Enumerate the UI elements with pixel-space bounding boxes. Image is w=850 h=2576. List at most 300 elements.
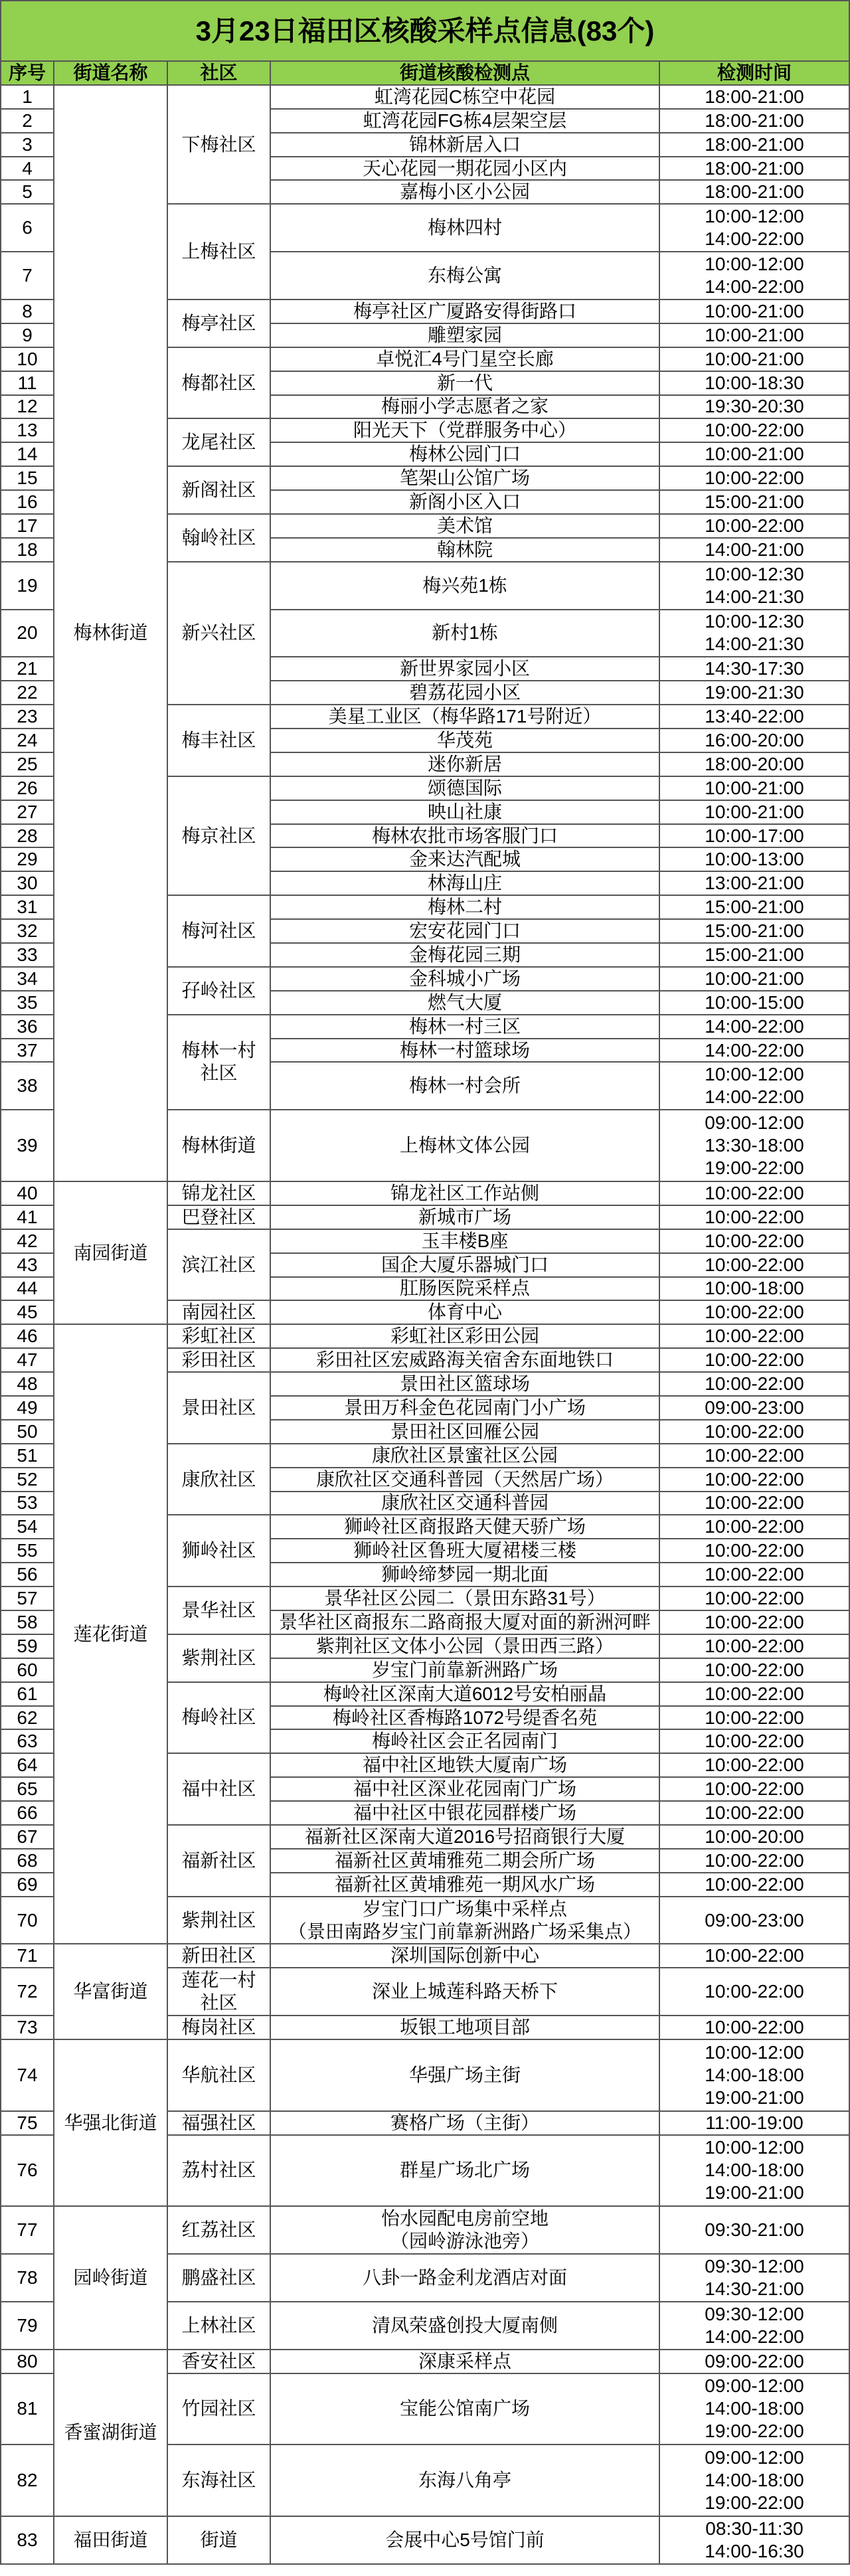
testing-site-line: 映山社康 — [427, 801, 502, 822]
header-label: 检测时间 — [717, 62, 792, 83]
time-slot: 10:00-22:00 — [705, 1588, 804, 1609]
time-slot: 10:00-22:00 — [705, 1540, 804, 1561]
serial-number: 58 — [17, 1611, 38, 1632]
testing-time-cell — [660, 2302, 850, 2350]
community-name: 梅京社区 — [181, 825, 256, 846]
community-name: 新田社区 — [181, 1945, 256, 1966]
community-name-cell — [168, 348, 271, 420]
serial-number: 7 — [22, 265, 33, 286]
testing-site-cell — [271, 1849, 660, 1873]
serial-number: 33 — [17, 944, 38, 965]
time-slot: 10:00-22:00 — [705, 1420, 804, 1442]
testing-time-cell — [660, 1420, 850, 1444]
serial-number: 40 — [17, 1182, 38, 1203]
testing-site-line: 福新社区黄埔雅苑二期会所广场 — [334, 1849, 595, 1871]
community-name: 巴登社区 — [181, 1206, 256, 1227]
serial-number: 27 — [17, 801, 38, 822]
serial-number-cell — [1, 872, 54, 896]
testing-site-line: 梅林四村 — [427, 217, 502, 238]
testing-site-cell — [271, 2112, 660, 2136]
serial-number: 73 — [17, 2017, 38, 2038]
serial-number-cell — [1, 2040, 54, 2112]
testing-site-line: 燃气大厦 — [427, 991, 502, 1013]
testing-site-line: 金梅花园三期 — [408, 944, 521, 965]
testing-site-line: 虹湾花园C栋空中花园 — [374, 86, 556, 107]
community-name-cell — [168, 1444, 271, 1516]
testing-time-cell — [660, 1778, 850, 1802]
serial-number: 45 — [17, 1302, 38, 1323]
testing-site-cell — [271, 2136, 660, 2207]
community-name: 下梅社区 — [181, 133, 256, 155]
testing-site-line: 康欣社区交通科普园 — [381, 1492, 549, 1513]
serial-number-cell — [1, 562, 54, 610]
testing-site-cell — [271, 181, 660, 205]
testing-site-cell — [271, 1515, 660, 1539]
serial-number-cell — [1, 1611, 54, 1635]
testing-site-line: 会展中心5号馆门前 — [385, 2529, 545, 2550]
testing-time-cell — [660, 157, 850, 181]
serial-number-cell — [1, 825, 54, 849]
testing-site-line: 福中社区深业花园南门广场 — [353, 1778, 576, 1800]
header-serial-number — [1, 62, 54, 86]
time-slot: 10:00-12:00 — [705, 1064, 804, 1085]
testing-site-cell — [271, 2517, 660, 2565]
testing-time-cell — [660, 1635, 850, 1659]
community-name-cell — [168, 1754, 271, 1826]
testing-site-cell — [271, 1587, 660, 1611]
testing-time-cell — [660, 991, 850, 1015]
testing-site-cell — [271, 1373, 660, 1397]
serial-number: 41 — [17, 1206, 38, 1227]
time-slot: 10:00-22:00 — [705, 1731, 804, 1752]
testing-time-cell — [660, 896, 850, 920]
serial-number: 32 — [17, 920, 38, 942]
serial-number-cell — [1, 2350, 54, 2374]
testing-time-cell — [660, 1730, 850, 1754]
serial-number-cell — [1, 2517, 54, 2565]
community-name: 新阁社区 — [181, 479, 256, 501]
serial-number: 10 — [17, 348, 38, 369]
testing-site-cell — [271, 825, 660, 849]
time-slot: 09:00-12:00 — [705, 2447, 804, 2468]
time-slot: 18:00-21:00 — [705, 86, 804, 107]
time-slot: 10:00-22:00 — [705, 1849, 804, 1871]
testing-site-cell — [271, 1707, 660, 1731]
serial-number-cell — [1, 896, 54, 920]
testing-site-cell — [271, 2302, 660, 2350]
testing-time-cell — [660, 562, 850, 610]
serial-number: 62 — [17, 1707, 38, 1728]
serial-number: 59 — [17, 1635, 38, 1656]
street-name-cell — [54, 1325, 168, 1944]
community-name-cell — [168, 1587, 271, 1635]
testing-site-line: 岁宝门口广场集中采样点 — [362, 1898, 567, 1919]
testing-site-line: 梅林公园门口 — [408, 444, 521, 465]
testing-site-cell — [271, 1683, 660, 1707]
community-name: 梅丰社区 — [181, 729, 256, 750]
community-name: 福新社区 — [181, 1849, 256, 1871]
time-slot: 09:30-12:00 — [705, 2256, 804, 2276]
street-name-cell — [54, 86, 168, 1182]
testing-site-line: 梅兴苑1栋 — [422, 574, 507, 596]
testing-site-line: 梅岭社区深南大道6012号安柏丽晶 — [323, 1683, 607, 1704]
serial-number-cell — [1, 1587, 54, 1611]
testing-time-cell — [660, 86, 850, 110]
time-slot: 19:00-21:00 — [705, 2182, 804, 2203]
serial-number: 17 — [17, 515, 38, 536]
serial-number-cell — [1, 396, 54, 420]
testing-time-cell — [660, 825, 850, 849]
serial-number: 65 — [17, 1778, 38, 1800]
time-slot: 14:00-21:30 — [705, 586, 804, 607]
serial-number: 56 — [17, 1564, 38, 1585]
serial-number-cell — [1, 1802, 54, 1826]
serial-number: 19 — [17, 574, 38, 596]
testing-time-cell — [660, 1492, 850, 1516]
serial-number: 8 — [22, 300, 33, 321]
serial-number-cell — [1, 1015, 54, 1039]
serial-number-cell — [1, 86, 54, 110]
testing-site-line: 狮岭社区商报路天健天骄广场 — [343, 1516, 586, 1537]
time-slot: 10:00-17:00 — [705, 825, 804, 846]
street-name: 梅林街道 — [73, 622, 148, 644]
time-slot: 18:00-20:00 — [705, 753, 804, 774]
serial-number: 48 — [17, 1373, 38, 1395]
testing-site-cell — [271, 777, 660, 801]
testing-site-cell — [271, 1230, 660, 1254]
testing-time-cell — [660, 443, 850, 467]
time-slot: 10:00-12:00 — [705, 254, 804, 275]
testing-site-cell — [271, 2016, 660, 2040]
community-name-cell — [168, 2517, 271, 2565]
testing-time-cell — [660, 1802, 850, 1826]
community-name: 滨江社区 — [181, 1254, 256, 1275]
testing-site-line: 雕塑家园 — [427, 324, 502, 345]
community-name-cell — [168, 2136, 271, 2207]
community-name-cell — [168, 562, 271, 705]
testing-site-cell — [271, 896, 660, 920]
time-slot: 10:00-22:00 — [705, 2017, 804, 2038]
time-slot: 10:00-12:00 — [705, 206, 804, 227]
community-name-cell — [168, 896, 271, 968]
community-name-cell — [168, 1944, 271, 1968]
testing-site-cell — [271, 729, 660, 753]
testing-site-cell — [271, 681, 660, 705]
community-name-cell — [168, 2016, 271, 2040]
testing-time-cell — [660, 1110, 850, 1182]
serial-number-cell — [1, 1635, 54, 1659]
testing-time-cell — [660, 2374, 850, 2446]
time-slot: 10:00-22:00 — [705, 1444, 804, 1466]
time-slot: 10:00-22:00 — [705, 1659, 804, 1680]
serial-number: 55 — [17, 1540, 38, 1561]
testing-site-cell — [271, 252, 660, 300]
community-name: 梅岗社区 — [181, 2017, 256, 2038]
serial-number-cell — [1, 1039, 54, 1063]
time-slot: 10:00-22:00 — [705, 1945, 804, 1966]
testing-time-cell — [660, 2016, 850, 2040]
serial-number-cell — [1, 610, 54, 658]
serial-number: 5 — [22, 181, 33, 203]
time-slot: 19:30-20:30 — [705, 396, 804, 417]
community-name-cell — [168, 2207, 271, 2255]
testing-site-line: 肛肠医院采样点 — [399, 1278, 530, 1299]
time-slot: 18:00-21:00 — [705, 133, 804, 155]
serial-number-cell — [1, 991, 54, 1015]
time-slot: 10:00-22:00 — [705, 420, 804, 441]
testing-time-cell — [660, 1659, 850, 1683]
testing-site-line: 锦龙社区工作站侧 — [390, 1182, 539, 1203]
serial-number: 13 — [17, 420, 38, 441]
testing-site-cell — [271, 944, 660, 968]
community-name: 景田社区 — [181, 1397, 256, 1418]
street-name: 华富街道 — [73, 1981, 148, 2002]
serial-number-cell — [1, 1420, 54, 1444]
serial-number-cell — [1, 1278, 54, 1302]
serial-number-cell — [1, 1539, 54, 1563]
time-slot: 14:00-22:00 — [705, 228, 804, 250]
testing-site-line: 金来达汽配城 — [408, 849, 521, 870]
serial-number-cell — [1, 1849, 54, 1873]
time-slot: 10:00-18:30 — [705, 372, 804, 393]
testing-site-line: 清凤荣盛创投大厦南侧 — [371, 2314, 558, 2336]
serial-number: 76 — [17, 2160, 38, 2181]
serial-number-cell — [1, 1325, 54, 1349]
testing-time-cell — [660, 110, 850, 133]
serial-number: 22 — [17, 682, 38, 703]
serial-number-cell — [1, 944, 54, 968]
testing-site-cell — [271, 920, 660, 944]
time-slot: 10:00-22:00 — [705, 1492, 804, 1513]
serial-number: 66 — [17, 1802, 38, 1824]
serial-number-cell — [1, 1444, 54, 1468]
testing-time-cell — [660, 1325, 850, 1349]
serial-number-cell — [1, 515, 54, 539]
testing-time-cell — [660, 515, 850, 539]
header-label: 街道核酸检测点 — [399, 62, 530, 83]
serial-number-cell — [1, 539, 54, 562]
time-slot: 14:00-21:00 — [705, 539, 804, 560]
community-name-cell — [168, 2302, 271, 2350]
testing-time-cell — [660, 324, 850, 348]
header-street — [54, 62, 168, 86]
testing-site-cell — [271, 515, 660, 539]
testing-time-cell — [660, 205, 850, 252]
testing-site-cell — [271, 1539, 660, 1563]
serial-number-cell — [1, 157, 54, 181]
community-name-cell — [168, 467, 271, 515]
serial-number: 23 — [17, 706, 38, 727]
serial-number-cell — [1, 1659, 54, 1683]
community-name: 龙尾社区 — [181, 432, 256, 453]
testing-site-cell — [271, 1110, 660, 1182]
testing-site-cell — [271, 1730, 660, 1754]
testing-site-line: 新世界家园小区 — [399, 658, 530, 679]
time-slot: 10:00-22:00 — [705, 1981, 804, 2002]
testing-site-cell — [271, 1325, 660, 1349]
testing-site-cell — [271, 1802, 660, 1826]
testing-site-line: 梅林二村 — [427, 897, 502, 918]
testing-time-cell — [660, 1349, 850, 1373]
serial-number: 82 — [17, 2470, 38, 2491]
time-slot: 18:00-21:00 — [705, 157, 804, 179]
serial-number-cell — [1, 1683, 54, 1707]
testing-site-cell — [271, 1420, 660, 1444]
testing-site-cell — [271, 1492, 660, 1516]
table-title: 3月23日福田区核酸采样点信息(83个) — [195, 15, 655, 46]
testing-site-cell — [271, 1611, 660, 1635]
community-name-cell — [168, 515, 271, 562]
street-name: 南园街道 — [73, 1242, 148, 1263]
serial-number: 46 — [17, 1326, 38, 1347]
testing-time-cell — [660, 1587, 850, 1611]
serial-number: 3 — [22, 133, 33, 155]
testing-time-cell — [660, 2207, 850, 2255]
testing-site-line: 虹湾花园FG栋4层架空层 — [363, 110, 567, 131]
testing-time-cell — [660, 1444, 850, 1468]
testing-site-cell — [271, 419, 660, 443]
testing-site-line: 宝能公馆南广场 — [399, 2398, 530, 2419]
testing-time-cell — [660, 2112, 850, 2136]
testing-time-cell — [660, 1563, 850, 1587]
time-slot: 10:00-21:00 — [705, 777, 804, 798]
testing-site-cell — [271, 753, 660, 777]
community-name: 莲花一村社区 — [181, 1970, 256, 2014]
time-slot: 10:00-22:00 — [705, 1873, 804, 1895]
serial-number: 14 — [17, 444, 38, 465]
testing-time-cell — [660, 1944, 850, 1968]
community-name: 彩虹社区 — [181, 1326, 256, 1347]
testing-time-cell — [660, 753, 850, 777]
community-name-cell — [168, 2255, 271, 2302]
time-slot: 09:00-23:00 — [705, 1397, 804, 1418]
time-slot: 10:00-18:00 — [705, 1278, 804, 1299]
testing-site-line: 群星广场北广场 — [399, 2160, 530, 2181]
testing-site-cell — [271, 1254, 660, 1278]
testing-site-cell — [271, 1444, 660, 1468]
testing-site-line: 康欣社区交通科普园（天然居广场） — [315, 1468, 614, 1490]
testing-site-cell — [271, 348, 660, 372]
serial-number-cell — [1, 1349, 54, 1373]
community-name: 景华社区 — [181, 1599, 256, 1620]
serial-number: 12 — [17, 396, 38, 417]
street-name: 华强北街道 — [64, 2112, 157, 2133]
community-name: 紫荆社区 — [181, 1647, 256, 1668]
serial-number-cell — [1, 2016, 54, 2040]
testing-site-line: 梅林一村三区 — [408, 1015, 521, 1037]
community-name: 梅亭社区 — [181, 312, 256, 333]
time-slot: 11:00-19:00 — [705, 2112, 804, 2133]
time-slot: 10:00-22:00 — [705, 1778, 804, 1800]
serial-number-cell — [1, 1301, 54, 1325]
testing-time-cell — [660, 657, 850, 681]
time-slot: 10:00-12:00 — [705, 2041, 804, 2063]
testing-time-cell — [660, 1230, 850, 1254]
community-name: 上梅社区 — [181, 241, 256, 262]
testing-site-line: 锦林新居入口 — [408, 133, 521, 155]
testing-site-cell — [271, 2374, 660, 2446]
testing-time-cell — [660, 1397, 850, 1420]
testing-site-line: 狮岭社区鲁班大厦裙楼三楼 — [353, 1540, 576, 1561]
testing-site-line: 狮岭缔梦园一期北面 — [381, 1564, 549, 1585]
serial-number: 71 — [17, 1945, 38, 1966]
serial-number-cell — [1, 443, 54, 467]
time-slot: 18:00-21:00 — [705, 110, 804, 131]
serial-number: 16 — [17, 491, 38, 513]
time-slot: 10:00-12:30 — [705, 563, 804, 584]
time-slot: 10:00-22:00 — [705, 1302, 804, 1323]
testing-site-cell — [271, 610, 660, 658]
testing-time-cell — [660, 1611, 850, 1635]
time-slot: 15:00-21:00 — [705, 944, 804, 965]
serial-number-cell — [1, 681, 54, 705]
serial-number-cell — [1, 1373, 54, 1397]
serial-number-cell — [1, 205, 54, 252]
community-name-cell — [168, 1683, 271, 1755]
community-name-cell — [168, 86, 271, 205]
testing-time-cell — [660, 1707, 850, 1731]
testing-time-cell — [660, 1683, 850, 1707]
serial-number-cell — [1, 920, 54, 944]
testing-site-cell — [271, 1206, 660, 1230]
testing-site-line: 梅岭社区会正名园南门 — [371, 1731, 558, 1752]
testing-time-cell — [660, 1968, 850, 2016]
time-slot: 14:00-18:00 — [705, 2398, 804, 2419]
time-slot: 10:00-22:00 — [705, 1516, 804, 1537]
serial-number: 24 — [17, 729, 38, 750]
community-name-cell — [168, 1897, 271, 1945]
testing-site-cell — [271, 705, 660, 729]
serial-number: 81 — [17, 2398, 38, 2419]
testing-time-cell — [660, 372, 850, 396]
time-slot: 14:30-17:30 — [705, 658, 804, 679]
serial-number-cell — [1, 1563, 54, 1587]
street-name: 福田街道 — [73, 2529, 148, 2550]
time-slot: 10:00-22:00 — [705, 1683, 804, 1704]
testing-site-cell — [271, 1015, 660, 1039]
community-name-cell — [168, 2040, 271, 2112]
serial-number: 67 — [17, 1826, 38, 1847]
time-slot: 14:00-22:00 — [705, 1015, 804, 1037]
testing-site-line: 新城市广场 — [418, 1206, 511, 1227]
time-slot: 10:00-22:00 — [705, 1564, 804, 1585]
testing-time-cell — [660, 181, 850, 205]
street-name-cell — [54, 1944, 168, 2040]
community-name: 梅都社区 — [181, 372, 256, 393]
testing-site-line: 玉丰楼B座 — [421, 1230, 509, 1251]
testing-time-cell — [660, 610, 850, 658]
time-slot: 10:00-21:00 — [705, 324, 804, 345]
community-name: 紫荆社区 — [181, 1909, 256, 1931]
testing-site-line: 东海八角亭 — [418, 2470, 511, 2491]
serial-number-cell — [1, 1492, 54, 1516]
serial-number-cell — [1, 1944, 54, 1968]
serial-number: 49 — [17, 1397, 38, 1418]
testing-site-cell — [271, 657, 660, 681]
testing-site-line: 林海山庄 — [427, 873, 502, 894]
time-slot: 16:00-20:00 — [705, 729, 804, 750]
testing-site-cell — [271, 968, 660, 991]
testing-site-line: 华茂苑 — [436, 729, 493, 750]
street-name: 园岭街道 — [73, 2267, 148, 2288]
testing-site-line: 宏安花园门口 — [408, 920, 521, 942]
community-name: 南园社区 — [181, 1302, 256, 1323]
time-slot: 10:00-22:00 — [705, 1468, 804, 1490]
community-name: 康欣社区 — [181, 1468, 256, 1490]
time-slot: 09:00-22:00 — [705, 2350, 804, 2371]
community-name-cell — [168, 2112, 271, 2136]
serial-number: 50 — [17, 1420, 38, 1442]
